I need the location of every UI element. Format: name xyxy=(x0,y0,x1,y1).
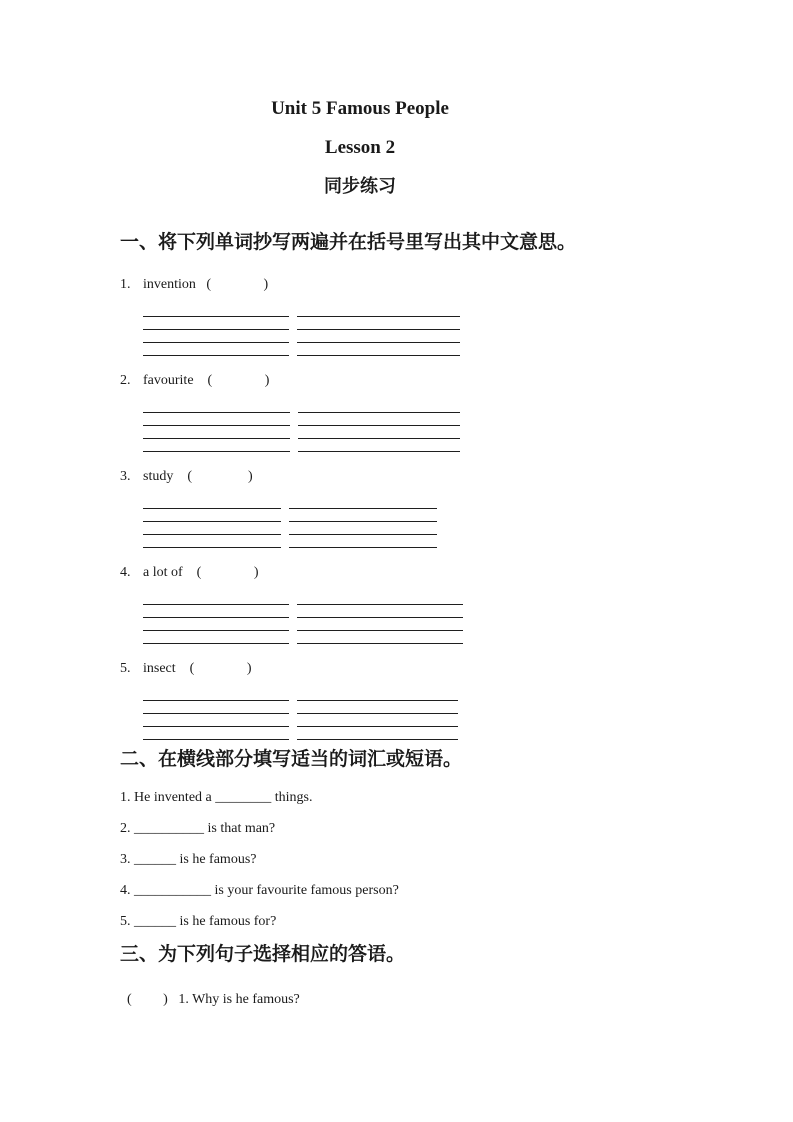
writing-line xyxy=(298,400,460,413)
writing-line xyxy=(289,522,437,535)
writing-lines xyxy=(143,400,600,452)
writing-lines xyxy=(143,688,600,740)
writing-line xyxy=(298,439,460,452)
writing-line xyxy=(143,535,281,548)
word-item-insect xyxy=(120,661,600,740)
writing-line xyxy=(143,496,281,509)
writing-lines-right-column xyxy=(297,688,458,740)
word-item-number: 5. xyxy=(120,661,131,676)
writing-line xyxy=(297,330,460,343)
word-item-label xyxy=(120,277,600,292)
writing-line xyxy=(143,343,289,356)
word-item-number: 2. xyxy=(120,373,131,388)
writing-line xyxy=(297,631,463,644)
writing-lines-left-column xyxy=(143,496,281,548)
lesson-title: Lesson 2 xyxy=(324,137,396,158)
word-item-text: favourite ( ) xyxy=(143,373,270,388)
word-item-text: insect ( ) xyxy=(143,661,252,676)
writing-lines-right-column xyxy=(298,400,460,452)
word-item-study xyxy=(120,469,600,548)
writing-lines-left-column xyxy=(143,592,289,644)
fill-item-1: 1. He invented a ________ things. xyxy=(120,790,313,805)
writing-line xyxy=(289,509,437,522)
writing-line xyxy=(297,701,458,714)
writing-line xyxy=(297,727,458,740)
writing-lines-right-column xyxy=(289,496,437,548)
writing-lines xyxy=(143,592,600,644)
writing-line xyxy=(143,426,290,439)
word-item-text: a lot of ( ) xyxy=(143,565,259,580)
writing-line xyxy=(297,605,463,618)
word-item-label xyxy=(120,373,600,388)
writing-line xyxy=(297,304,460,317)
word-item-number: 1. xyxy=(120,277,131,292)
writing-lines-right-column xyxy=(297,304,460,356)
writing-line xyxy=(143,509,281,522)
writing-line xyxy=(298,413,460,426)
writing-line xyxy=(143,592,289,605)
writing-line xyxy=(289,535,437,548)
writing-lines-left-column xyxy=(143,400,290,452)
section1-items xyxy=(120,277,600,740)
writing-line xyxy=(143,727,289,740)
writing-line xyxy=(297,688,458,701)
word-item-text: study ( ) xyxy=(143,469,253,484)
word-item-favourite xyxy=(120,373,600,452)
fill-item-5: 5. ______ is he famous for? xyxy=(120,914,277,929)
section2-heading: 二、在横线部分填写适当的词汇或短语。 xyxy=(120,749,463,770)
writing-line xyxy=(143,330,289,343)
section1-heading: 一、将下列单词抄写两遍并在括号里写出其中文意思。 xyxy=(120,232,577,253)
match-item-1: ( ) 1. Why is he famous? xyxy=(127,992,300,1007)
writing-lines-left-column xyxy=(143,304,289,356)
writing-line xyxy=(143,688,289,701)
writing-line xyxy=(143,714,289,727)
writing-line xyxy=(143,522,281,535)
writing-lines-right-column xyxy=(297,592,463,644)
writing-line xyxy=(297,343,460,356)
writing-line xyxy=(143,605,289,618)
word-item-text: invention ( ) xyxy=(143,277,269,292)
writing-lines xyxy=(143,496,600,548)
word-item-number: 3. xyxy=(120,469,131,484)
fill-item-2: 2. __________ is that man? xyxy=(120,821,276,836)
fill-item-3: 3. ______ is he famous? xyxy=(120,852,257,867)
section3-heading: 三、为下列句子选择相应的答语。 xyxy=(120,944,406,965)
writing-line xyxy=(143,413,290,426)
unit-title: Unit 5 Famous People xyxy=(271,98,449,119)
word-item-a-lot-of xyxy=(120,565,600,644)
word-item-label xyxy=(120,469,600,484)
writing-line xyxy=(298,426,460,439)
fill-item-4: 4. ___________ is your favourite famous person? xyxy=(120,883,399,898)
writing-line xyxy=(297,317,460,330)
writing-lines-left-column xyxy=(143,688,289,740)
writing-line xyxy=(143,618,289,631)
writing-line xyxy=(297,714,458,727)
writing-line xyxy=(143,631,289,644)
word-item-number: 4. xyxy=(120,565,131,580)
writing-line xyxy=(143,439,290,452)
writing-line xyxy=(143,304,289,317)
writing-line xyxy=(297,592,463,605)
writing-lines xyxy=(143,304,600,356)
section3-items xyxy=(120,992,600,1007)
writing-line xyxy=(143,701,289,714)
word-item-invention xyxy=(120,277,600,356)
writing-line xyxy=(289,496,437,509)
word-item-label xyxy=(120,661,600,676)
practice-title: 同步练习 xyxy=(324,176,396,196)
word-item-label xyxy=(120,565,600,580)
writing-line xyxy=(143,317,289,330)
writing-line xyxy=(143,400,290,413)
section2-items xyxy=(120,790,600,929)
writing-line xyxy=(297,618,463,631)
